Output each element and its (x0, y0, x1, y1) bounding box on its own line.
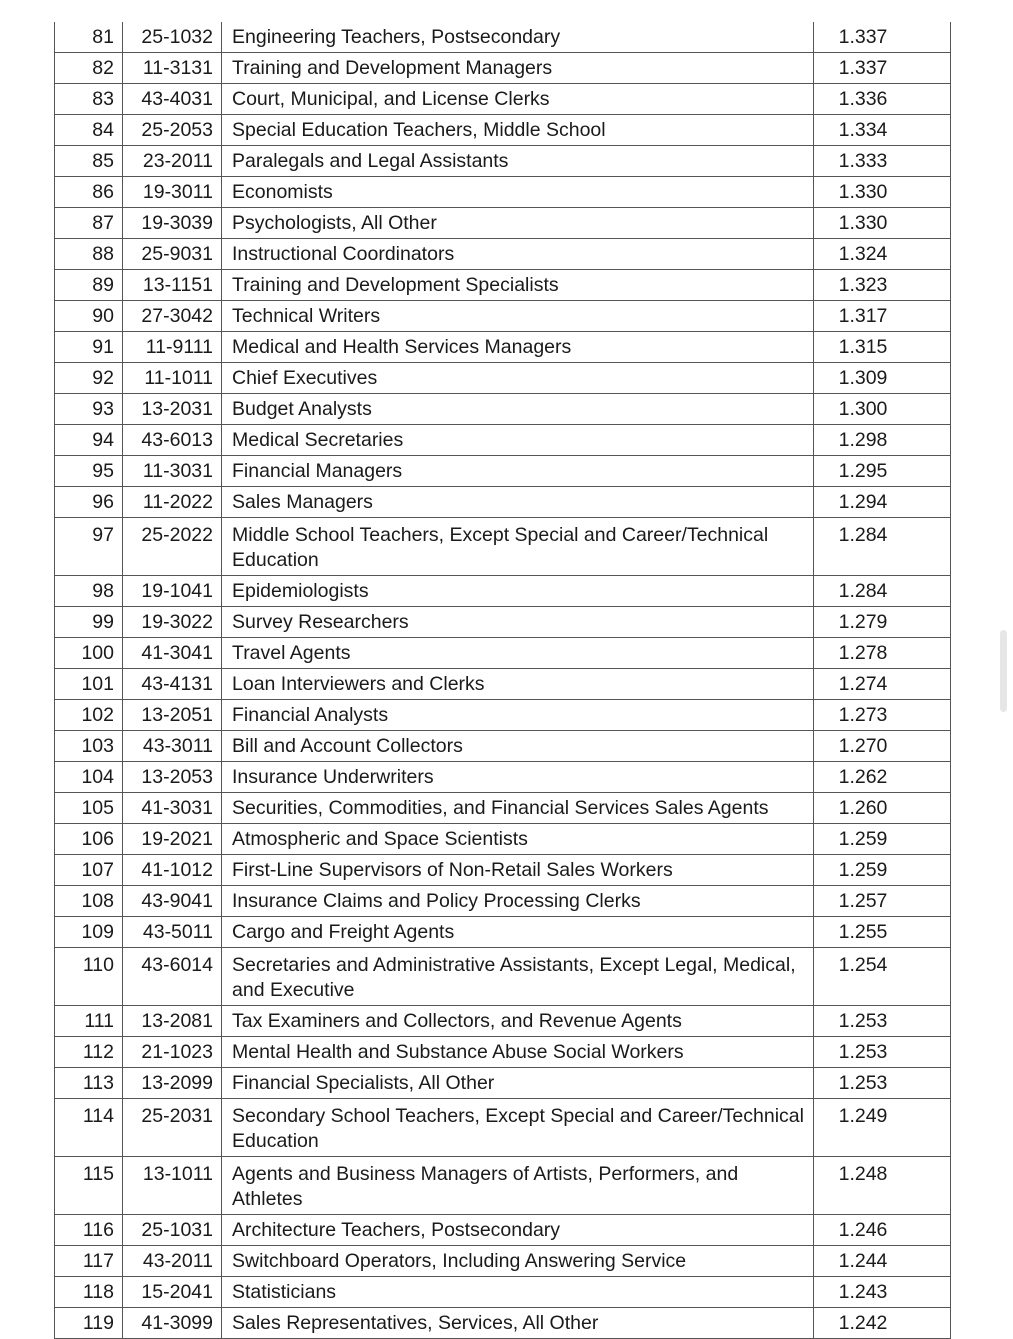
rank-cell: 110 (55, 948, 123, 1006)
occupation-code-cell: 19-1041 (123, 576, 222, 607)
score-cell: 1.255 (814, 917, 951, 948)
occupation-ranking-table (54, 22, 951, 1339)
score-cell: 1.248 (814, 1157, 951, 1215)
table-row (55, 208, 951, 239)
occupation-code-cell: 43-4131 (123, 669, 222, 700)
table-row (55, 1277, 951, 1308)
score-cell: 1.273 (814, 700, 951, 731)
occupation-title-cell: Economists (222, 177, 814, 208)
rank-cell: 97 (55, 518, 123, 576)
occupation-code-cell: 13-2053 (123, 762, 222, 793)
occupation-code-cell: 41-1012 (123, 855, 222, 886)
occupation-title-cell: Switchboard Operators, Including Answering Service (222, 1246, 814, 1277)
occupation-title-cell: Cargo and Freight Agents (222, 917, 814, 948)
occupation-title-cell: Mental Health and Substance Abuse Social Workers (222, 1037, 814, 1068)
score-cell: 1.284 (814, 518, 951, 576)
score-cell: 1.244 (814, 1246, 951, 1277)
table-row (55, 363, 951, 394)
score-cell: 1.257 (814, 886, 951, 917)
rank-cell: 103 (55, 731, 123, 762)
occupation-title-cell: Technical Writers (222, 301, 814, 332)
rank-cell: 85 (55, 146, 123, 177)
score-cell: 1.298 (814, 425, 951, 456)
table-row (55, 518, 951, 576)
occupation-title-cell: Securities, Commodities, and Financial Services Sales Agents (222, 793, 814, 824)
occupation-code-cell: 21-1023 (123, 1037, 222, 1068)
rank-cell: 84 (55, 115, 123, 146)
rank-cell: 119 (55, 1308, 123, 1339)
score-cell: 1.260 (814, 793, 951, 824)
occupation-title-cell: Travel Agents (222, 638, 814, 669)
rank-cell: 115 (55, 1157, 123, 1215)
occupation-code-cell: 13-1011 (123, 1157, 222, 1215)
score-cell: 1.294 (814, 487, 951, 518)
rank-cell: 88 (55, 239, 123, 270)
occupation-title-cell: Statisticians (222, 1277, 814, 1308)
occupation-title-cell: Training and Development Specialists (222, 270, 814, 301)
table-row (55, 487, 951, 518)
table-row (55, 425, 951, 456)
score-cell: 1.253 (814, 1068, 951, 1099)
rank-cell: 92 (55, 363, 123, 394)
occupation-title-cell: Sales Managers (222, 487, 814, 518)
rank-cell: 108 (55, 886, 123, 917)
table-row (55, 731, 951, 762)
occupation-title-cell: Special Education Teachers, Middle School (222, 115, 814, 146)
table-row (55, 886, 951, 917)
occupation-code-cell: 27-3042 (123, 301, 222, 332)
score-cell: 1.254 (814, 948, 951, 1006)
occupation-title-cell: Engineering Teachers, Postsecondary (222, 22, 814, 53)
score-cell: 1.279 (814, 607, 951, 638)
rank-cell: 93 (55, 394, 123, 425)
occupation-code-cell: 11-3031 (123, 456, 222, 487)
score-cell: 1.295 (814, 456, 951, 487)
rank-cell: 116 (55, 1215, 123, 1246)
score-cell: 1.317 (814, 301, 951, 332)
occupation-code-cell: 43-6013 (123, 425, 222, 456)
occupation-code-cell: 25-9031 (123, 239, 222, 270)
rank-cell: 111 (55, 1006, 123, 1037)
table-row (55, 22, 951, 53)
score-cell: 1.337 (814, 22, 951, 53)
occupation-code-cell: 25-2022 (123, 518, 222, 576)
occupation-ranking-table-container (54, 22, 951, 1339)
occupation-code-cell: 25-1032 (123, 22, 222, 53)
occupation-code-cell: 19-3022 (123, 607, 222, 638)
occupation-title-cell: Psychologists, All Other (222, 208, 814, 239)
occupation-title-cell: Financial Analysts (222, 700, 814, 731)
score-cell: 1.334 (814, 115, 951, 146)
rank-cell: 83 (55, 84, 123, 115)
score-cell: 1.274 (814, 669, 951, 700)
occupation-title-cell: Budget Analysts (222, 394, 814, 425)
occupation-title-cell: Training and Development Managers (222, 53, 814, 84)
occupation-code-cell: 43-3011 (123, 731, 222, 762)
occupation-code-cell: 41-3041 (123, 638, 222, 669)
occupation-title-cell: Medical and Health Services Managers (222, 332, 814, 363)
occupation-title-cell: Insurance Claims and Policy Processing Clerks (222, 886, 814, 917)
occupation-code-cell: 19-2021 (123, 824, 222, 855)
rank-cell: 95 (55, 456, 123, 487)
rank-cell: 114 (55, 1099, 123, 1157)
score-cell: 1.246 (814, 1215, 951, 1246)
score-cell: 1.309 (814, 363, 951, 394)
occupation-title-cell: Bill and Account Collectors (222, 731, 814, 762)
table-row (55, 1246, 951, 1277)
score-cell: 1.337 (814, 53, 951, 84)
score-cell: 1.324 (814, 239, 951, 270)
occupation-title-cell: Secondary School Teachers, Except Special and Career/Technical Education (222, 1099, 814, 1157)
occupation-title-cell: Chief Executives (222, 363, 814, 394)
rank-cell: 109 (55, 917, 123, 948)
score-cell: 1.249 (814, 1099, 951, 1157)
occupation-code-cell: 11-3131 (123, 53, 222, 84)
rank-cell: 117 (55, 1246, 123, 1277)
occupation-title-cell: Middle School Teachers, Except Special and Career/Technical Education (222, 518, 814, 576)
occupation-code-cell: 15-2041 (123, 1277, 222, 1308)
occupation-code-cell: 19-3039 (123, 208, 222, 239)
table-row (55, 301, 951, 332)
table-row (55, 1308, 951, 1339)
occupation-code-cell: 43-2011 (123, 1246, 222, 1277)
table-row (55, 1099, 951, 1157)
scrollbar-thumb[interactable] (1000, 630, 1007, 712)
table-row (55, 1157, 951, 1215)
table-row (55, 1006, 951, 1037)
occupation-code-cell: 13-2081 (123, 1006, 222, 1037)
rank-cell: 87 (55, 208, 123, 239)
score-cell: 1.253 (814, 1037, 951, 1068)
table-row (55, 824, 951, 855)
score-cell: 1.333 (814, 146, 951, 177)
occupation-title-cell: Loan Interviewers and Clerks (222, 669, 814, 700)
occupation-title-cell: Architecture Teachers, Postsecondary (222, 1215, 814, 1246)
rank-cell: 104 (55, 762, 123, 793)
occupation-code-cell: 13-2031 (123, 394, 222, 425)
rank-cell: 86 (55, 177, 123, 208)
occupation-code-cell: 25-2053 (123, 115, 222, 146)
occupation-title-cell: Financial Managers (222, 456, 814, 487)
occupation-title-cell: Secretaries and Administrative Assistants, Except Legal, Medical, and Executive (222, 948, 814, 1006)
table-row (55, 855, 951, 886)
occupation-code-cell: 41-3099 (123, 1308, 222, 1339)
rank-cell: 101 (55, 669, 123, 700)
table-row (55, 332, 951, 363)
rank-cell: 106 (55, 824, 123, 855)
rank-cell: 81 (55, 22, 123, 53)
table-row (55, 576, 951, 607)
table-row (55, 793, 951, 824)
table-row (55, 948, 951, 1006)
table-row (55, 762, 951, 793)
occupation-title-cell: Agents and Business Managers of Artists, Performers, and Athletes (222, 1157, 814, 1215)
occupation-title-cell: Insurance Underwriters (222, 762, 814, 793)
rank-cell: 89 (55, 270, 123, 301)
rank-cell: 90 (55, 301, 123, 332)
score-cell: 1.270 (814, 731, 951, 762)
occupation-code-cell: 25-2031 (123, 1099, 222, 1157)
rank-cell: 82 (55, 53, 123, 84)
rank-cell: 102 (55, 700, 123, 731)
occupation-code-cell: 23-2011 (123, 146, 222, 177)
table-row (55, 456, 951, 487)
table-row (55, 84, 951, 115)
table-row (55, 1037, 951, 1068)
rank-cell: 112 (55, 1037, 123, 1068)
table-row (55, 917, 951, 948)
score-cell: 1.253 (814, 1006, 951, 1037)
occupation-code-cell: 11-1011 (123, 363, 222, 394)
table-row (55, 177, 951, 208)
occupation-title-cell: First-Line Supervisors of Non-Retail Sales Workers (222, 855, 814, 886)
table-row (55, 146, 951, 177)
rank-cell: 118 (55, 1277, 123, 1308)
score-cell: 1.330 (814, 208, 951, 239)
score-cell: 1.262 (814, 762, 951, 793)
occupation-title-cell: Tax Examiners and Collectors, and Revenue Agents (222, 1006, 814, 1037)
occupation-code-cell: 43-9041 (123, 886, 222, 917)
rank-cell: 107 (55, 855, 123, 886)
occupation-title-cell: Medical Secretaries (222, 425, 814, 456)
score-cell: 1.278 (814, 638, 951, 669)
occupation-code-cell: 43-6014 (123, 948, 222, 1006)
occupation-code-cell: 43-5011 (123, 917, 222, 948)
score-cell: 1.259 (814, 824, 951, 855)
table-row (55, 394, 951, 425)
occupation-title-cell: Survey Researchers (222, 607, 814, 638)
score-cell: 1.284 (814, 576, 951, 607)
table-body (55, 22, 951, 1339)
rank-cell: 99 (55, 607, 123, 638)
table-row (55, 115, 951, 146)
table-row (55, 53, 951, 84)
table-row (55, 669, 951, 700)
occupation-title-cell: Atmospheric and Space Scientists (222, 824, 814, 855)
score-cell: 1.259 (814, 855, 951, 886)
table-row (55, 1215, 951, 1246)
occupation-code-cell: 11-2022 (123, 487, 222, 518)
occupation-code-cell: 43-4031 (123, 84, 222, 115)
occupation-title-cell: Paralegals and Legal Assistants (222, 146, 814, 177)
rank-cell: 113 (55, 1068, 123, 1099)
occupation-code-cell: 25-1031 (123, 1215, 222, 1246)
rank-cell: 98 (55, 576, 123, 607)
rank-cell: 91 (55, 332, 123, 363)
table-row (55, 607, 951, 638)
table-row (55, 700, 951, 731)
score-cell: 1.315 (814, 332, 951, 363)
table-row (55, 239, 951, 270)
table-row (55, 638, 951, 669)
occupation-title-cell: Sales Representatives, Services, All Other (222, 1308, 814, 1339)
occupation-title-cell: Court, Municipal, and License Clerks (222, 84, 814, 115)
occupation-code-cell: 13-2099 (123, 1068, 222, 1099)
occupation-title-cell: Instructional Coordinators (222, 239, 814, 270)
rank-cell: 105 (55, 793, 123, 824)
score-cell: 1.336 (814, 84, 951, 115)
score-cell: 1.300 (814, 394, 951, 425)
table-row (55, 270, 951, 301)
rank-cell: 96 (55, 487, 123, 518)
score-cell: 1.323 (814, 270, 951, 301)
occupation-code-cell: 41-3031 (123, 793, 222, 824)
occupation-title-cell: Epidemiologists (222, 576, 814, 607)
score-cell: 1.242 (814, 1308, 951, 1339)
score-cell: 1.330 (814, 177, 951, 208)
occupation-code-cell: 11-9111 (123, 332, 222, 363)
rank-cell: 100 (55, 638, 123, 669)
rank-cell: 94 (55, 425, 123, 456)
occupation-code-cell: 19-3011 (123, 177, 222, 208)
score-cell: 1.243 (814, 1277, 951, 1308)
occupation-code-cell: 13-1151 (123, 270, 222, 301)
occupation-title-cell: Financial Specialists, All Other (222, 1068, 814, 1099)
occupation-code-cell: 13-2051 (123, 700, 222, 731)
table-row (55, 1068, 951, 1099)
